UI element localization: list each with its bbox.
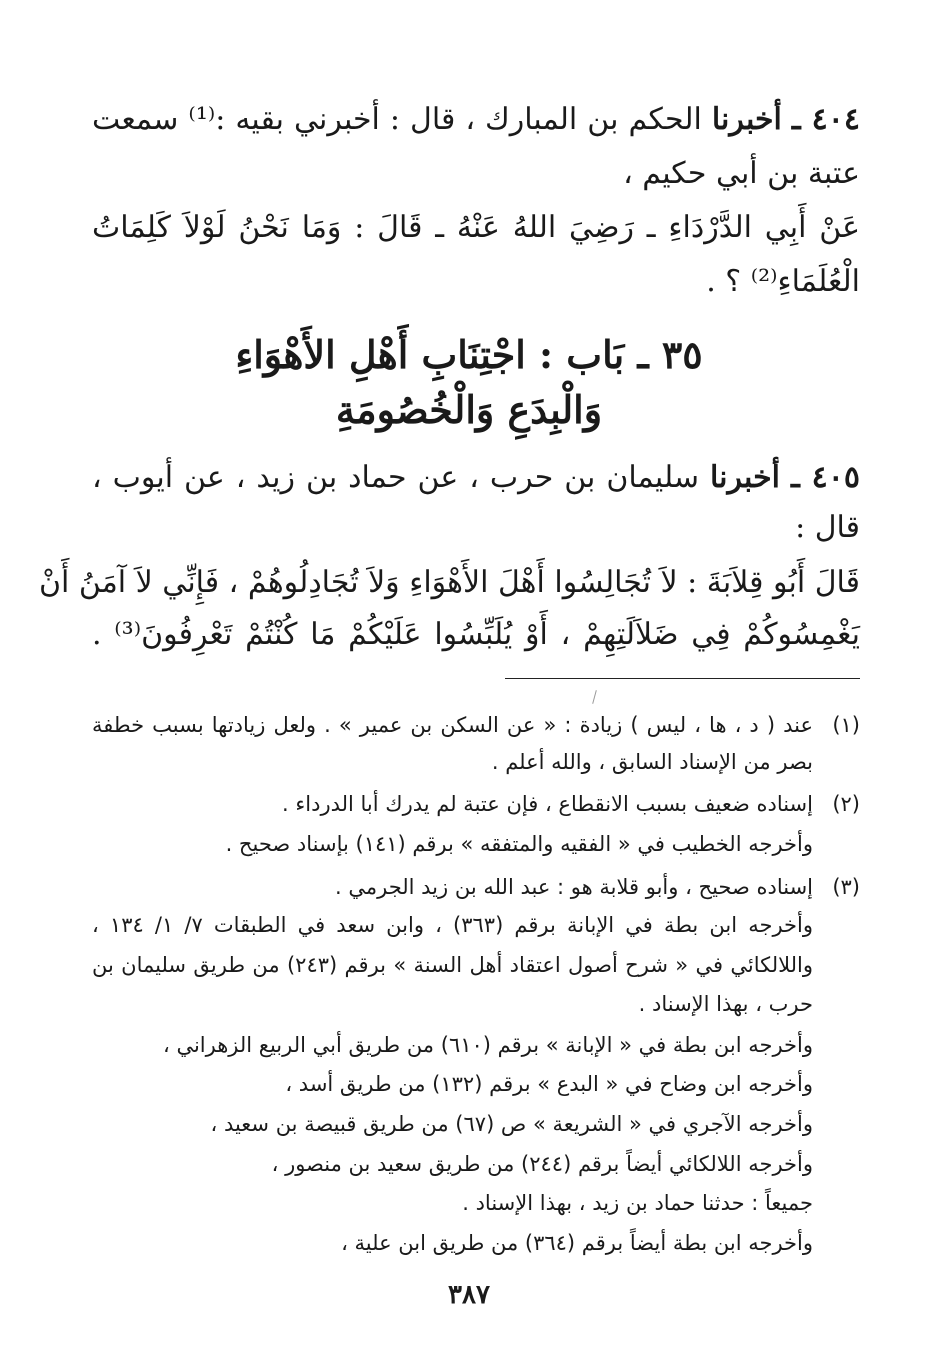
footnote-2-number: (٢): [832, 792, 860, 816]
paragraph-404-line2: عتبة بن أبي حكيم ،: [623, 156, 860, 191]
isnad-text: الحكم بن المبارك ، قال : أخبرني بقيه :⁽¹⁾ سمعت: [92, 102, 702, 137]
chapter-title-line1: ٣٥ ـ بَاب : اجْتِنَابِ أَهْلِ الأَهْوَاءِ: [235, 332, 703, 377]
footnote-3-line1: إسناده صحيح ، وأبو قلابة هو : عبد الله بن زيد الجرمي .: [335, 875, 813, 899]
footnote-1-line1: عند ( د ، ها ، ليس ) زيادة : « عن السكن بن عمير » . ولعل زيادتها بسبب خطفة: [92, 713, 813, 737]
footnote-3-line5: وأخرجه ابن بطة في « الإبانة » برقم (٦١٠) من طريق أبي الربيع الزهراني ،: [162, 1033, 813, 1057]
footnote-3-number: (٣): [832, 875, 860, 899]
footnote-2-line1: إسناده ضعيف بسبب الانقطاع ، فإن عتبة لم يدرك أبا الدرداء .: [282, 792, 813, 816]
akhbarana-bold: أخبرنا: [711, 102, 782, 137]
footnote-2-line2: وأخرجه الخطيب في « الفقيه والمتفقه » برقم (١٤١) بإسناد صحيح .: [225, 832, 813, 856]
footnote-3-line3: واللالكائي في « شرح أصول اعتقاد أهل السنة » برقم (٢٤٣) من طريق سليمان بن: [92, 953, 813, 977]
isnad-text: سليمان بن حرب ، عن حماد بن زيد ، عن أيوب ،: [92, 460, 700, 495]
paragraph-404-line1: [92, 100, 860, 140]
footnote-3-line8: وأخرجه اللالكائي أيضاً برقم (٢٤٤) من طريق سعيد بن منصور ،: [271, 1152, 813, 1176]
quote-405-line2: يَغْمِسُوكُمْ فِي ضَلاَلَتِهِمْ ، أَوْ يُلَبِّسُوا عَلَيْكُمْ مَا كُنْتُمْ تَعْرِفُونَ⁽³⁾ .: [92, 617, 860, 652]
footnote-3-line4: حرب ، بهذا الإسناد .: [638, 992, 813, 1016]
page-number: ٣٨٧: [448, 1280, 490, 1310]
footnote-3-line10: وأخرجه ابن بطة أيضاً برقم (٣٦٤) من طريق ابن علية ،: [341, 1231, 813, 1255]
quote-405-line1: قَالَ أَبُو قِلاَبَةَ : لاَ تُجَالِسُوا أَهْلَ الأَهْوَاءِ وَلاَ تُجَادِلُوهُمْ ، فَإِنِّي لاَ آمَنُ أَنْ: [38, 565, 860, 600]
footnote-3-line6: وأخرجه ابن وضاح في « البدع » برقم (١٣٢) من طريق أسد ،: [285, 1072, 813, 1096]
akhbarana-bold: أخبرنا: [710, 460, 780, 495]
paragraph-405-line1: [92, 458, 860, 498]
footnote-separator: [505, 678, 860, 679]
footnote-1-line2: بصر من الإسناد السابق ، والله أعلم .: [491, 750, 813, 774]
footnote-3-line7: وأخرجه الآجري في « الشريعة » ص (٦٧) من طريق قبيصة بن سعيد ،: [210, 1112, 813, 1136]
footnote-3-line9: جميعاً : حدثنا حماد بن زيد ، بهذا الإسناد .: [462, 1191, 813, 1215]
paragraph-405-line2: قال :: [795, 510, 860, 545]
footnote-1-number: (١): [832, 713, 860, 737]
scan-mark: [592, 690, 597, 704]
quote-404-line2: الْعُلَمَاءِ⁽²⁾ ؟ .: [706, 264, 860, 299]
hadith-number-404: ٤٠٤ ـ: [791, 102, 860, 137]
footnote-3-line2: وأخرجه ابن بطة في الإبانة برقم (٣٦٣) ، وابن سعد في الطبقات ٧/ ١/ ١٣٤ ،: [92, 913, 813, 937]
chapter-title-line2: وَالْبِدَعِ وَالْخُصُومَةِ: [335, 387, 603, 432]
hadith-number-405: ٤٠٥ ـ: [790, 460, 861, 495]
quote-404-line1: عَنْ أَبِي الدَّرْدَاءِ ـ رَضِيَ اللهُ عَنْهُ ـ قَالَ : وَمَا نَحْنُ لَوْلاَ كَلِمَاتُ: [92, 210, 860, 245]
